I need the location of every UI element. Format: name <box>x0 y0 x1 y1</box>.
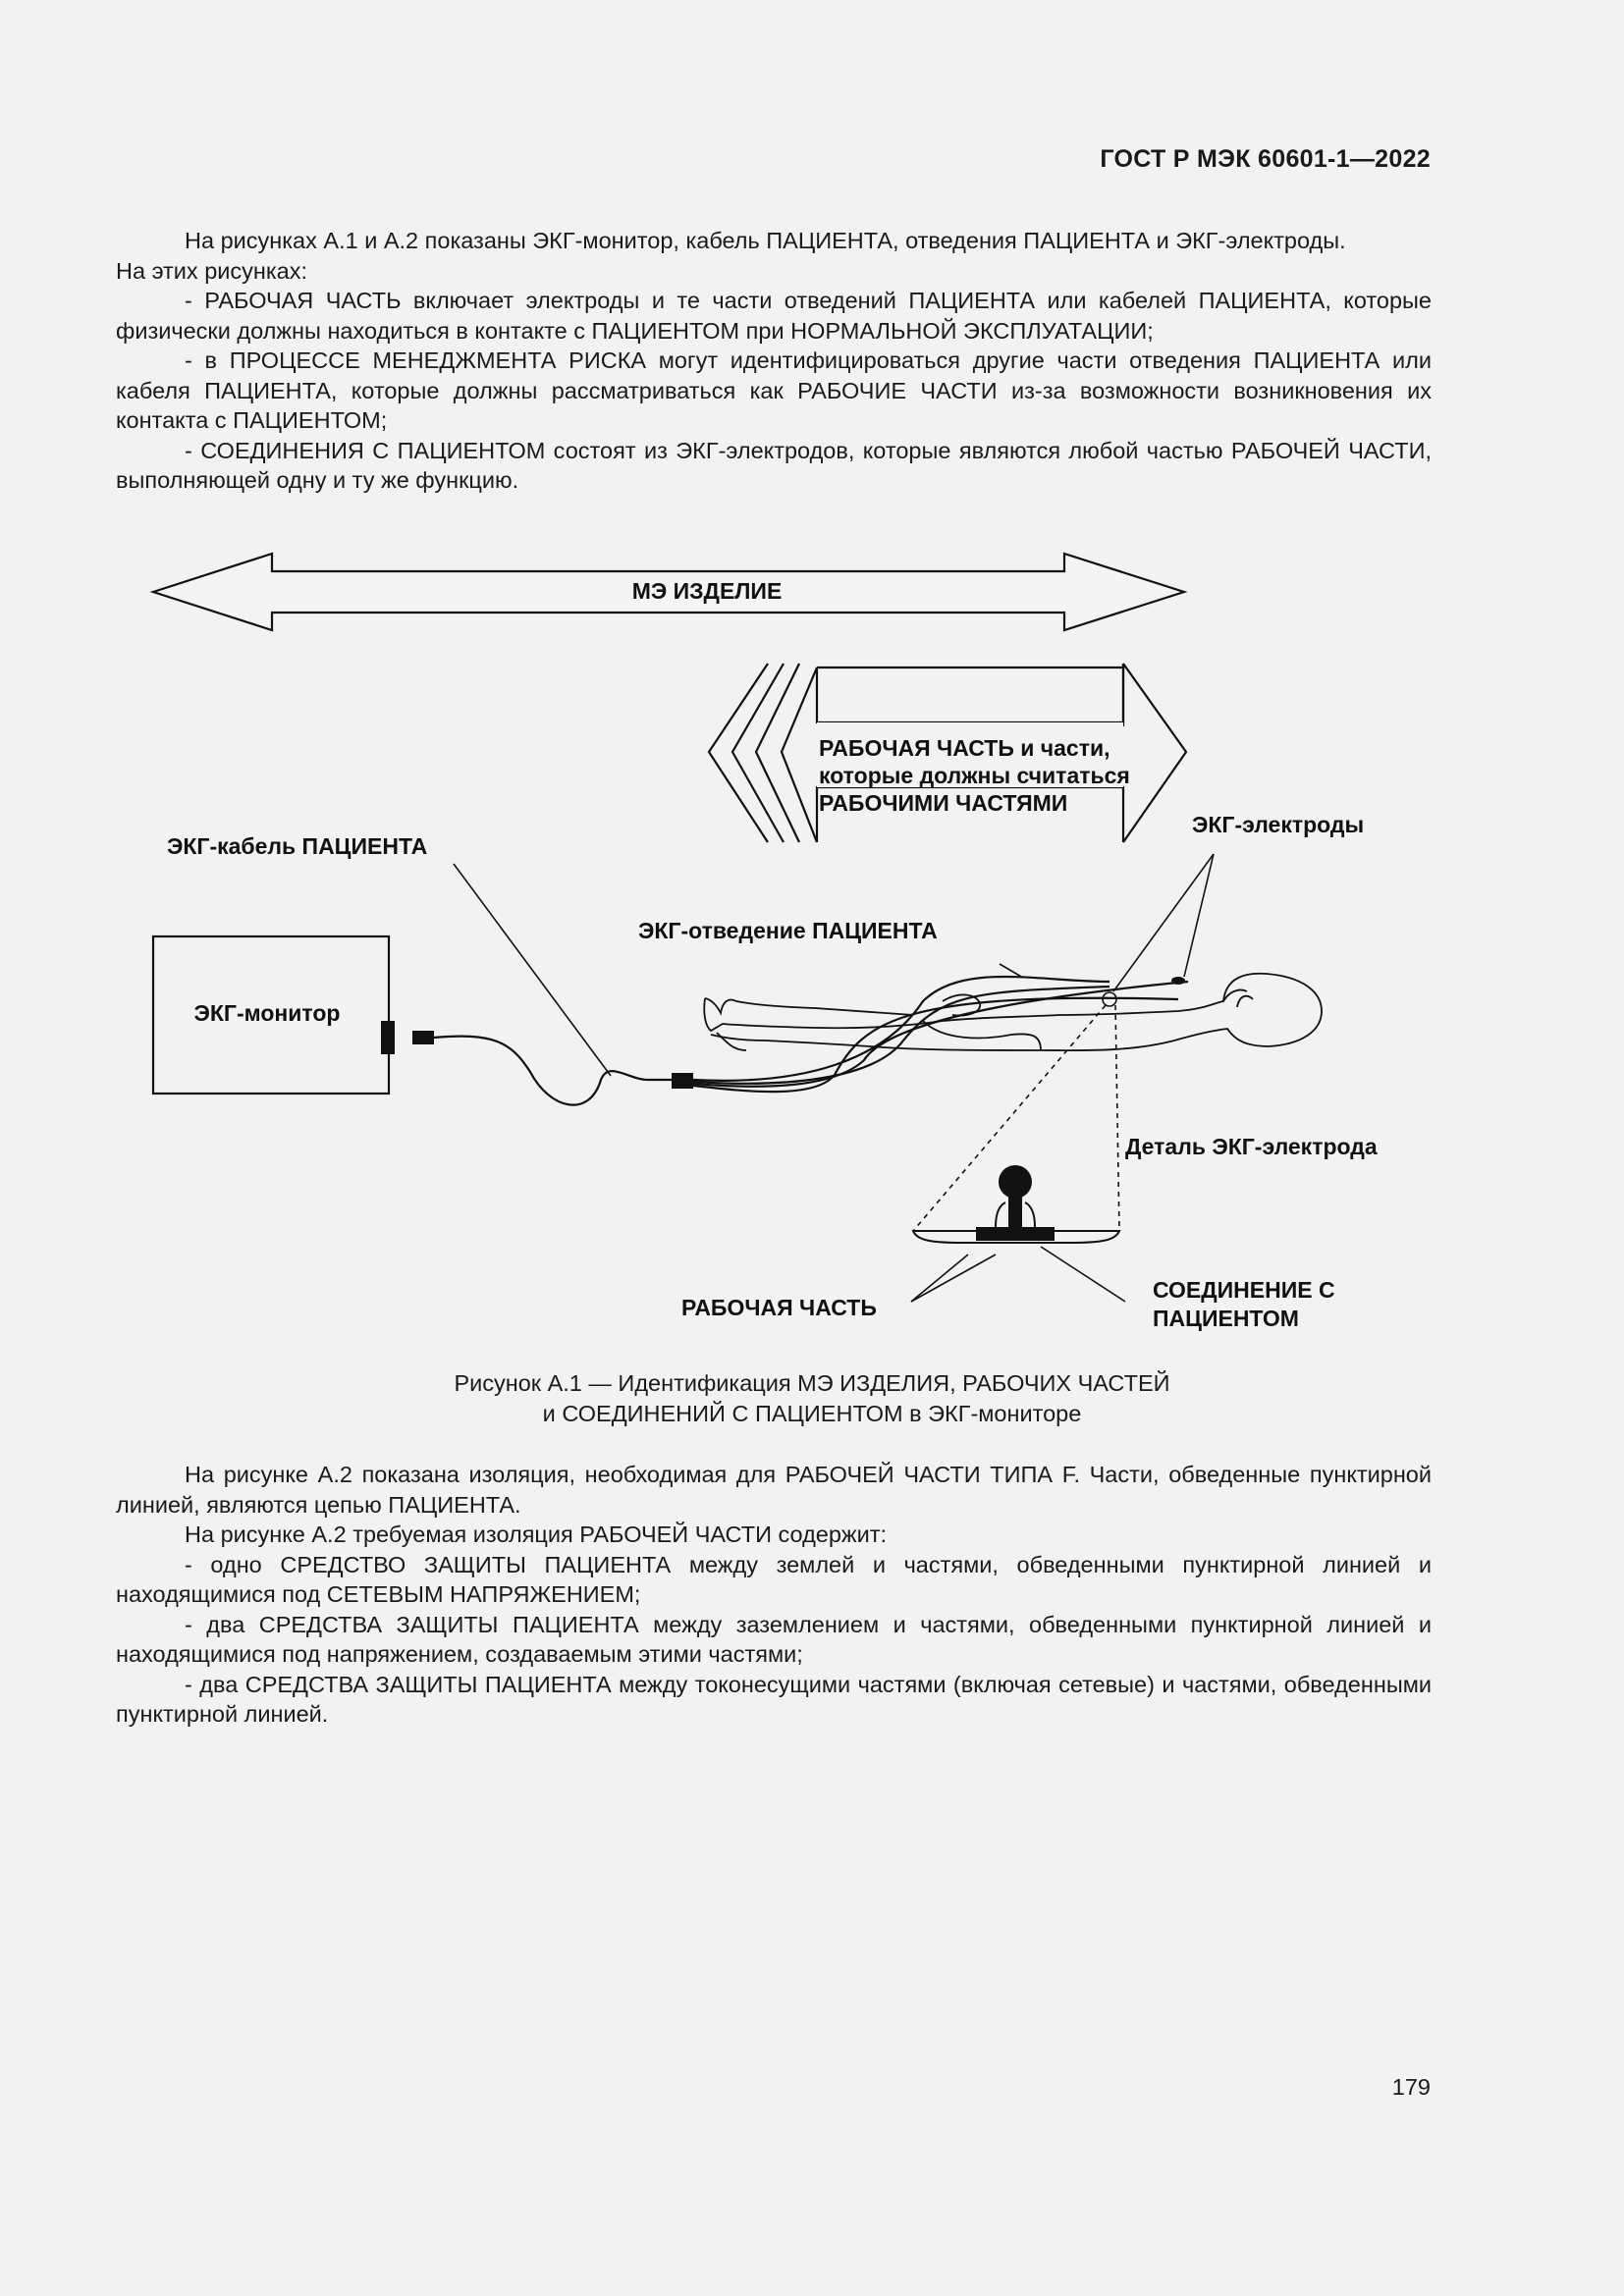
intro-text <box>116 226 1432 496</box>
after-paragraph: На рисунке А.2 показана изоляция, необходимая для РАБОЧЕЙ ЧАСТИ ТИПА F. Части, обведенные пунктирной линией, являются цепью ПАЦИЕНТА. <box>116 1462 1432 1518</box>
cable-plug <box>412 1031 434 1044</box>
applied-part-label: РАБОЧАЯ ЧАСТЬ <box>681 1295 877 1320</box>
after-list-item: - два СРЕДСТВА ЗАЩИТЫ ПАЦИЕНТА между токонесущими частями (включая сетевые) и частями, обведенными пунктирной линией. <box>116 1671 1432 1727</box>
electrode-detail-marker <box>1103 992 1116 1006</box>
caption-line: и СОЕДИНЕНИЙ С ПАЦИЕНТОМ в ЭКГ-мониторе <box>542 1401 1082 1426</box>
page-number: 179 <box>1391 2074 1431 2100</box>
applied-part-text-1: РАБОЧАЯ ЧАСТЬ и части, <box>819 735 1110 761</box>
ecg-monitor-label: ЭКГ-монитор <box>193 1000 341 1026</box>
ecg-electrodes-label: ЭКГ-электроды <box>1192 812 1365 837</box>
figure-caption <box>0 1368 1624 1429</box>
after-paragraph: На рисунке А.2 требуемая изоляция РАБОЧЕЙ ЧАСТИ содержит: <box>185 1522 888 1547</box>
applied-part-text-2: которые должны считаться <box>819 763 1130 788</box>
applied-part-text-3: РАБОЧИМИ ЧАСТЯМИ <box>819 790 1068 816</box>
cable-junction <box>672 1073 693 1089</box>
ecg-diagram <box>0 530 1624 1335</box>
patient-connection-label-1: СОЕДИНЕНИЕ С <box>1153 1277 1335 1303</box>
detail-dashed-right <box>1115 1005 1119 1231</box>
after-text <box>116 1460 1432 1730</box>
document-code-header: ГОСТ Р МЭК 60601-1—2022 <box>1100 145 1431 173</box>
intro-paragraph: На этих рисунках: <box>116 257 308 284</box>
intro-list-item: - СОЕДИНЕНИЯ С ПАЦИЕНТОМ состоят из ЭКГ-электродов, которые являются любой частью РАБОЧЕЙ ЧАСТИ, выполняющей одну и ту же функцию. <box>116 437 1432 493</box>
electrode-detail <box>913 1165 1119 1243</box>
ecg-lead-label: ЭКГ-отведение ПАЦИЕНТА <box>638 918 938 943</box>
patient-connection-label-2: ПАЦИЕНТОМ <box>1153 1306 1299 1331</box>
me-product-label: МЭ ИЗДЕЛИЕ <box>631 578 783 604</box>
after-list-item: - два СРЕДСТВА ЗАЩИТЫ ПАЦИЕНТА между заземлением и частями, обведенными пунктирной линией и находящимися под напряжением, создаваемым этими частями; <box>116 1611 1432 1667</box>
electrode-chest <box>1171 977 1185 985</box>
intro-paragraph: На рисунках А.1 и А.2 показаны ЭКГ-монитор, кабель ПАЦИЕНТА, отведения ПАЦИЕНТА и ЭКГ-электроды. <box>185 228 1346 253</box>
intro-list-item: - в ПРОЦЕССЕ МЕНЕДЖМЕНТА РИСКА могут идентифицироваться другие части отведения ПАЦИЕНТА или кабеля ПАЦИЕНТА, которые должны рассматриваться как РАБОЧИЕ ЧАСТИ из-за возможности возникновения их контакта с ПАЦИЕНТОМ; <box>116 347 1432 433</box>
patient-figure <box>704 974 1322 1050</box>
ecg-cable <box>434 1037 672 1105</box>
intro-list-item: - РАБОЧАЯ ЧАСТЬ включает электроды и те части отведений ПАЦИЕНТА или кабелей ПАЦИЕНТА, которые физически должны находиться в контакте с ПАЦИЕНТОМ при НОРМАЛЬНОЙ ЭКСПЛУАТАЦИИ; <box>116 288 1432 344</box>
after-list-item: - одно СРЕДСТВО ЗАЩИТЫ ПАЦИЕНТА между землей и частями, обведенными пунктирной линией и находящимися под СЕТЕВЫМ НАПРЯЖЕНИЕМ; <box>116 1551 1432 1607</box>
figure-a1 <box>0 530 1624 1335</box>
ecg-cable-label: ЭКГ-кабель ПАЦИЕНТА <box>167 833 428 859</box>
caption-line: Рисунок А.1 — Идентификация МЭ ИЗДЕЛИЯ, РАБОЧИХ ЧАСТЕЙ <box>454 1370 1170 1396</box>
electrode-detail-label: Деталь ЭКГ-электрода <box>1125 1134 1378 1159</box>
monitor-socket <box>381 1021 395 1054</box>
